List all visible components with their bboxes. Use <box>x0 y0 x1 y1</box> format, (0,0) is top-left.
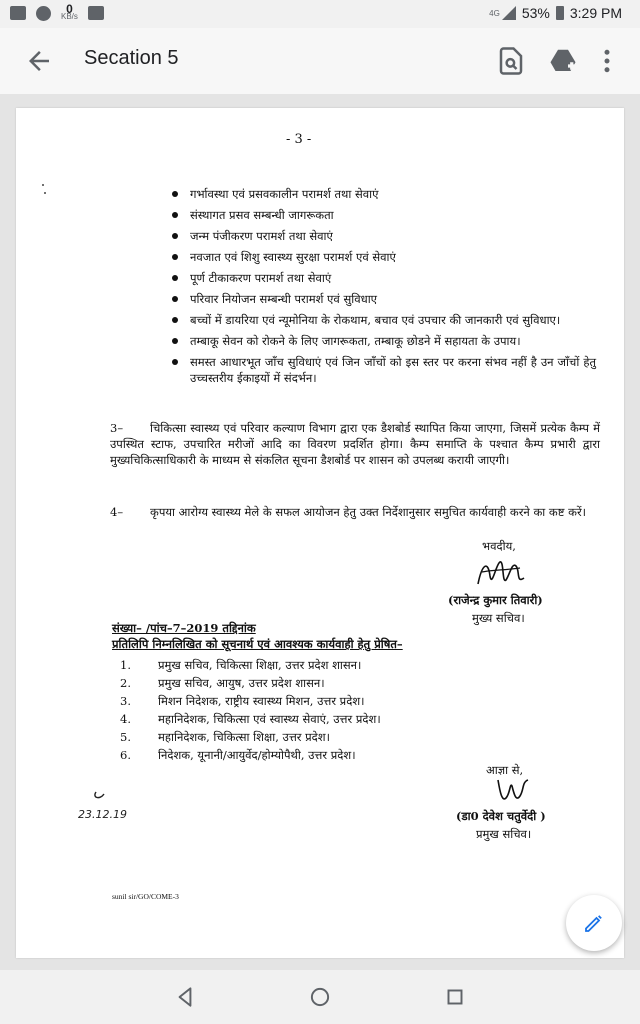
list-item: तम्बाकू सेवन को रोकने के लिए जागरूकता, तम्बाकू छोडने में सहायता के उपाय। <box>172 333 596 349</box>
nav-recents-icon[interactable] <box>442 984 468 1010</box>
signatory-title: मुख्य सचिव। <box>472 611 525 625</box>
copy-recipients-list <box>120 656 381 764</box>
screenshot-notification-icon <box>10 6 26 20</box>
copy-heading: प्रतिलिपि निम्नलिखित को सूचनार्थ एवं आवश्यक कार्यवाही हेतु प्रेषित– <box>112 637 403 651</box>
list-item: गर्भावस्था एवं प्रसवकालीन परामर्श तथा सेवाएं <box>172 186 596 202</box>
status-bar <box>0 0 640 28</box>
list-item: 3. मिशन निदेशक, राष्ट्रीय स्वास्थ्य मिशन, उत्तर प्रदेश। <box>120 694 365 708</box>
list-item: जन्म पंजीकरण परामर्श तथा सेवाएं <box>172 228 596 244</box>
document-viewer[interactable] <box>0 94 640 970</box>
cloud-notification-icon <box>36 6 51 21</box>
signatory-name: (राजेन्द्र कुमार तिवारी) <box>448 593 543 607</box>
battery-icon <box>556 6 564 20</box>
nav-home-icon[interactable] <box>307 984 333 1010</box>
image-notification-icon <box>88 6 104 20</box>
battery-percent: 53% <box>521 5 550 21</box>
clock: 3:29 PM <box>569 5 622 21</box>
signature <box>492 772 532 808</box>
handwritten-date <box>74 788 130 828</box>
list-item: 6. निदेशक, यूनानी/आयुर्वेद/होम्योपैथी, उत्तर प्रदेश। <box>120 748 356 762</box>
svg-text:23.12.19: 23.12.19 <box>78 808 127 821</box>
list-item: पूर्ण टीकाकरण परामर्श तथा सेवाएं <box>172 270 596 286</box>
list-item: 5. महानिदेशक, चिकित्सा शिक्षा, उत्तर प्रदेश। <box>120 730 330 744</box>
arrow-back-icon[interactable] <box>24 46 54 76</box>
closing-text: भवदीय, <box>482 539 516 553</box>
list-item: बच्चों में डायरिया एवं न्यूमोनिया के रोकथाम, बचाव एवं उपचार की जानकारी एवं सुविधाए। <box>172 312 596 328</box>
navigation-bar <box>0 970 640 1024</box>
add-to-drive-icon[interactable] <box>548 46 578 76</box>
page-number: - 3 - <box>286 132 312 147</box>
reference-line: संख्या– /पांच–7–2019 तद्दिनांक <box>112 621 256 635</box>
list-item: 1. प्रमुख सचिव, चिकित्सा शिक्षा, उत्तर प्रदेश शासन। <box>120 658 362 672</box>
paragraph-4: 4– कृपया आरोग्य स्वास्थ्य मेले के सफल आयोजन हेतु उक्त निर्देशानुसार समुचित कार्यवाही करने का कष्ट करें। <box>110 505 587 519</box>
list-item: 2. प्रमुख सचिव, आयुष, उत्तर प्रदेश शासन। <box>120 676 325 690</box>
services-list <box>172 186 596 391</box>
signature <box>472 554 532 594</box>
pencil-icon <box>582 911 606 935</box>
list-item: संस्थागत प्रसव सम्बन्धी जागरूकता <box>172 207 596 223</box>
document-title: Secation 5 <box>84 47 179 69</box>
list-item: नवजात एवं शिशु स्वास्थ्य सुरक्षा परामर्श एवं सेवाएं <box>172 249 596 265</box>
signatory2-title: प्रमुख सचिव। <box>476 827 532 841</box>
list-item: समस्त आधारभूत जाँच सुविधाएं एवं जिन जाँचों को इस स्तर पर करना संभव नहीं है उन जाँचों हेतु उच्चस्तरीय ईकाइयों में संदर्भन। <box>172 354 596 386</box>
edit-button[interactable] <box>566 895 622 951</box>
list-item: परिवार नियोजन सम्बन्धी परामर्श एवं सुविधाए <box>172 291 596 307</box>
list-item: 4. महानिदेशक, चिकित्सा एवं स्वास्थ्य सेवाएं, उत्तर प्रदेश। <box>120 712 381 726</box>
scan-speck <box>44 192 46 194</box>
more-vert-icon[interactable] <box>592 46 622 76</box>
network-type: 4G <box>489 8 500 18</box>
nav-back-icon[interactable] <box>172 984 198 1010</box>
footer-code: sunil sir/GO/COME-3 <box>112 892 179 901</box>
signatory2-name: (डा0 देवेश चतुर्वेदी ) <box>456 809 546 823</box>
paragraph-3: 3– चिकित्सा स्वास्थ्य एवं परिवार कल्याण विभाग द्वारा एक डैशबोर्ड स्थापित किया जाएगा, जिसमें प्रत्येक कैम्प में उपस्थित स्टाफ, उपचारित मरीजों आदि का विवरण प्रदर्शित होगा। कैम्प समाप्ति के पश्चात कैम्प प्रभारी द्वारा मुख्यचिकित्साधिकारी के माध्यम से संकलित सूचना डैशबोर्ड पर शासन को उपलब्ध करायी जाएगी। <box>110 421 600 467</box>
app-bar <box>0 28 640 94</box>
order-text: आज्ञा से, <box>486 763 524 777</box>
document-page <box>16 108 624 958</box>
scan-speck <box>42 184 44 186</box>
network-speed: 0 KB/s <box>61 2 78 21</box>
signal-icon <box>502 6 516 20</box>
find-in-page-icon[interactable] <box>496 46 526 76</box>
